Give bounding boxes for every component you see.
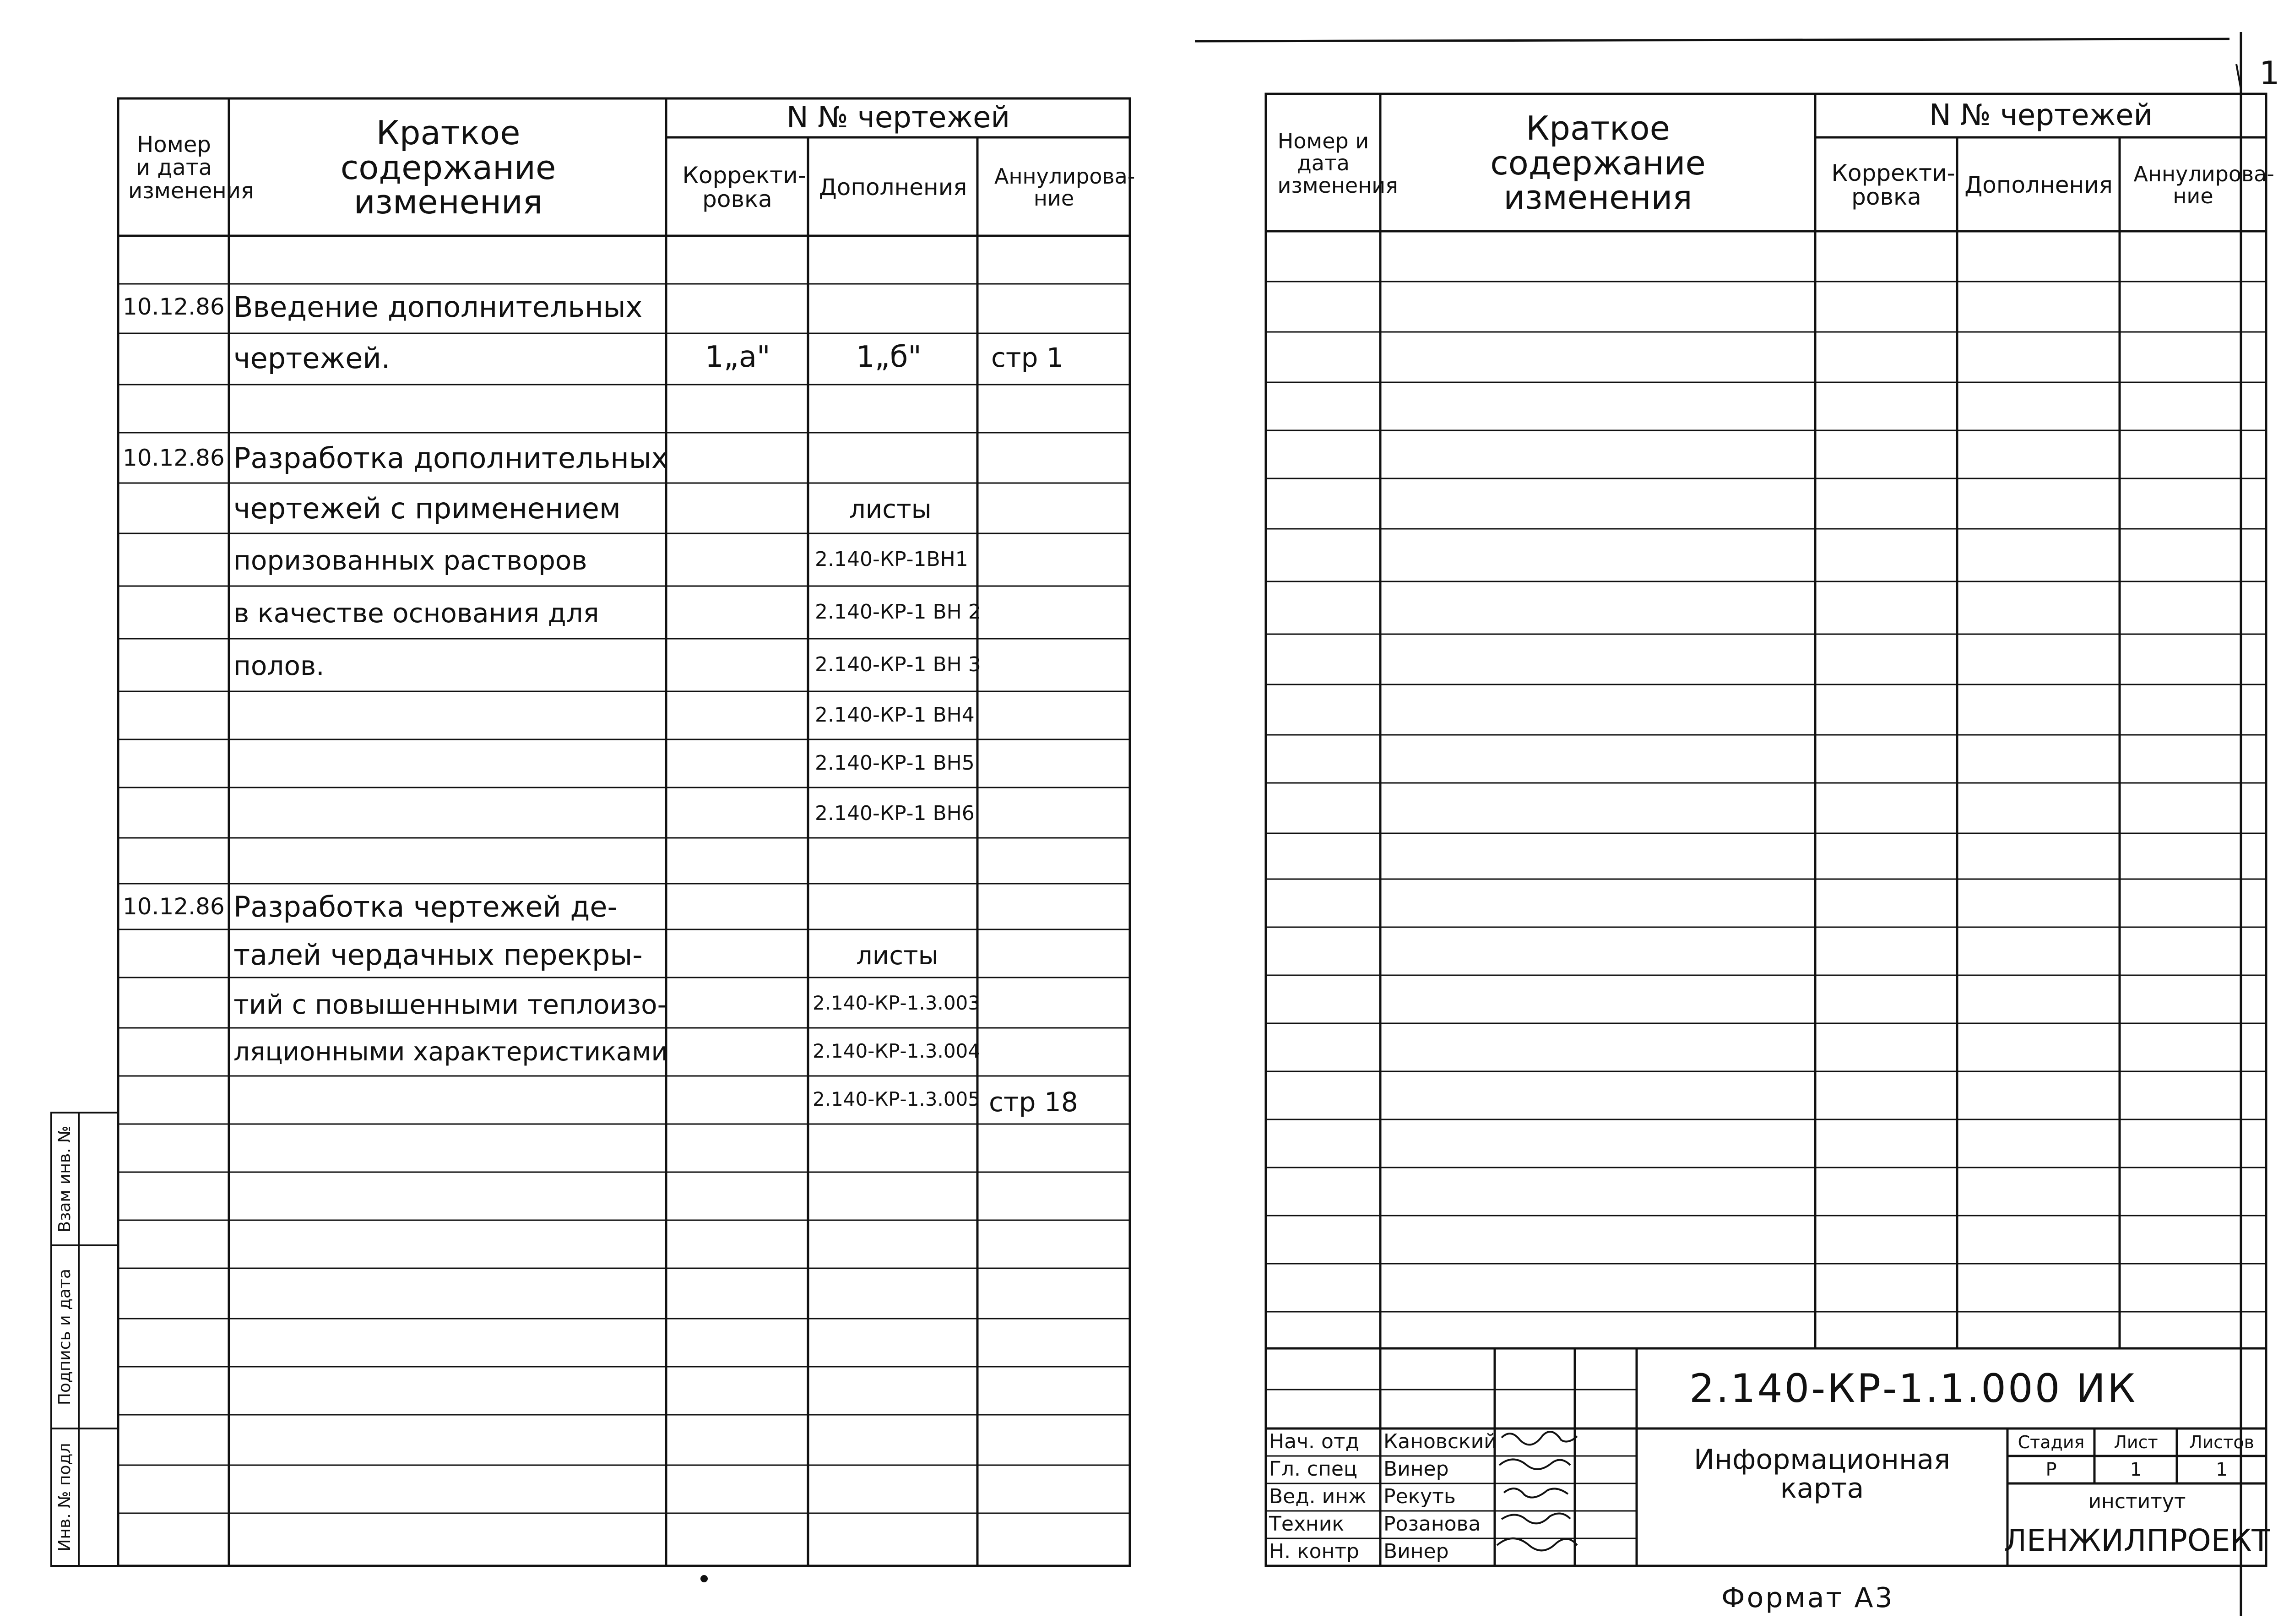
right-header-additions bbox=[1958, 140, 2119, 230]
sheets-value-text: 1 bbox=[2216, 1459, 2228, 1480]
row-1-date: 10.12.86 bbox=[123, 293, 225, 320]
doc-title bbox=[1639, 1433, 2005, 1515]
header-content bbox=[231, 101, 665, 235]
header-drawings-group bbox=[667, 98, 1129, 137]
row-16-content: ляционными характеристиками bbox=[233, 1037, 668, 1067]
header-correction bbox=[667, 140, 807, 235]
row-9-add: 2.140-КР-1 ВН4 bbox=[815, 703, 975, 727]
row-8-content: полов. bbox=[233, 650, 325, 681]
right-header-content bbox=[1382, 96, 1814, 230]
sheets-value bbox=[2178, 1457, 2265, 1483]
right-header-number-date-label: Номер и дата изменения bbox=[1277, 129, 1398, 198]
row-8-add: 2.140-КР-1 ВН 3 bbox=[815, 653, 981, 676]
stage-value-text: Р bbox=[2045, 1459, 2057, 1480]
signer-2-role: Гл. спец bbox=[1269, 1457, 1357, 1481]
sheets-label-text: Листов bbox=[2189, 1432, 2254, 1452]
row-14-add: листы bbox=[856, 941, 938, 971]
stage-value bbox=[2009, 1457, 2094, 1483]
row-10-add: 2.140-КР-1 ВН5 bbox=[815, 751, 975, 775]
header-additions bbox=[809, 140, 976, 235]
right-header-drawings-group-label: N № чертежей bbox=[1929, 98, 2153, 132]
row-7-content: в качестве основания для bbox=[233, 597, 599, 629]
page-number: 1 bbox=[2259, 54, 2280, 92]
header-content-label: Краткое содержание изменения bbox=[340, 114, 556, 222]
signer-5-name: Винер bbox=[1383, 1540, 1449, 1563]
signer-3-name: Рекуть bbox=[1383, 1485, 1456, 1508]
row-1-content: Введение дополнительных bbox=[233, 290, 643, 324]
right-header-correction-label: Корректи-ровка bbox=[1831, 159, 1955, 210]
row-16-add: 2.140-КР-1.3.004 bbox=[813, 1040, 981, 1062]
header-number-date-label: Номер и дата изменения bbox=[128, 131, 254, 204]
right-header-number-date bbox=[1267, 96, 1398, 230]
signer-4-role: Техник bbox=[1269, 1512, 1344, 1536]
row-4-date: 10.12.86 bbox=[123, 445, 225, 471]
row-6-content: поризованных растворов bbox=[233, 545, 587, 576]
header-additions-label: Дополнения bbox=[819, 174, 967, 201]
row-7-add: 2.140-КР-1 ВН 2 bbox=[815, 600, 981, 624]
row-5-content: чертежей с применением bbox=[233, 492, 621, 525]
side-stamp-vzam-inv: Взам инв. № bbox=[55, 1125, 74, 1233]
ink-dot bbox=[700, 1575, 708, 1582]
signature-marks bbox=[1497, 1432, 1577, 1550]
row-17-ann: стр 18 bbox=[989, 1086, 1078, 1118]
header-number-date bbox=[120, 101, 254, 235]
right-header-drawings-group bbox=[1817, 94, 2265, 137]
header-annulment bbox=[979, 140, 1135, 235]
sheets-label bbox=[2178, 1430, 2265, 1455]
row-17-add: 2.140-КР-1.3.005 bbox=[813, 1088, 981, 1110]
row-4-content: Разработка дополнительных bbox=[233, 441, 668, 475]
institute-label bbox=[2009, 1486, 2265, 1518]
doc-code: 2.140-КР-1.1.000 ИК bbox=[1689, 1366, 2137, 1412]
sheet-value bbox=[2096, 1457, 2176, 1483]
right-header-content-label: Краткое содержание изменения bbox=[1490, 109, 1706, 217]
row-14-content: талей чердачных перекры- bbox=[233, 938, 643, 972]
institute-name-text: ЛЕНЖИЛПРОЕКТ bbox=[2004, 1523, 2270, 1559]
row-2-corr: 1„а" bbox=[705, 340, 770, 374]
signer-3-role: Вед. инж bbox=[1269, 1485, 1367, 1508]
row-13-content: Разработка чертежей де- bbox=[233, 890, 618, 923]
stage-label bbox=[2009, 1430, 2094, 1455]
stage-label-text: Стадия bbox=[2018, 1432, 2085, 1452]
signer-4-name: Розанова bbox=[1383, 1512, 1481, 1536]
header-correction-label: Корректи-ровка bbox=[682, 162, 806, 212]
signer-2-name: Винер bbox=[1383, 1457, 1449, 1481]
sheet-value-text: 1 bbox=[2130, 1459, 2142, 1480]
right-header-correction bbox=[1817, 140, 1956, 230]
row-15-content: тий с повышенными теплоизо- bbox=[233, 989, 667, 1020]
row-15-add: 2.140-КР-1.3.003 bbox=[813, 992, 981, 1014]
right-header-annulment-label: Аннулирова-ние bbox=[2133, 161, 2274, 208]
signer-1-role: Нач. отд bbox=[1269, 1430, 1359, 1453]
doc-title-label: Информационная карта bbox=[1694, 1444, 1951, 1505]
right-header-annulment bbox=[2121, 140, 2274, 230]
row-13-date: 10.12.86 bbox=[123, 893, 225, 920]
institute-name bbox=[2004, 1518, 2270, 1564]
format-label: Формат А3 bbox=[1721, 1582, 1894, 1614]
signer-5-role: Н. контр bbox=[1269, 1540, 1359, 1563]
row-5-add: листы bbox=[849, 494, 932, 524]
institute-label-text: институт bbox=[2088, 1489, 2186, 1513]
row-2-add: 1„б" bbox=[856, 340, 922, 374]
sheet-label bbox=[2096, 1430, 2176, 1455]
side-stamp-inv-podl: Инв. № подл bbox=[55, 1443, 74, 1552]
header-annulment-label: Аннулирова-ние bbox=[994, 163, 1135, 211]
header-drawings-group-label: N № чертежей bbox=[786, 100, 1010, 135]
sheet-label-text: Лист bbox=[2114, 1432, 2158, 1452]
right-header-additions-label: Дополнения bbox=[1964, 171, 2113, 198]
row-6-add: 2.140-КР-1ВН1 bbox=[815, 548, 968, 571]
side-stamp-podpis-data: Подпись и дата bbox=[55, 1268, 74, 1406]
row-2-content: чертежей. bbox=[233, 342, 391, 375]
row-11-add: 2.140-КР-1 ВН6 bbox=[815, 802, 975, 825]
row-2-ann: стр 1 bbox=[991, 342, 1063, 373]
signer-1-name: Кановский bbox=[1383, 1430, 1497, 1453]
